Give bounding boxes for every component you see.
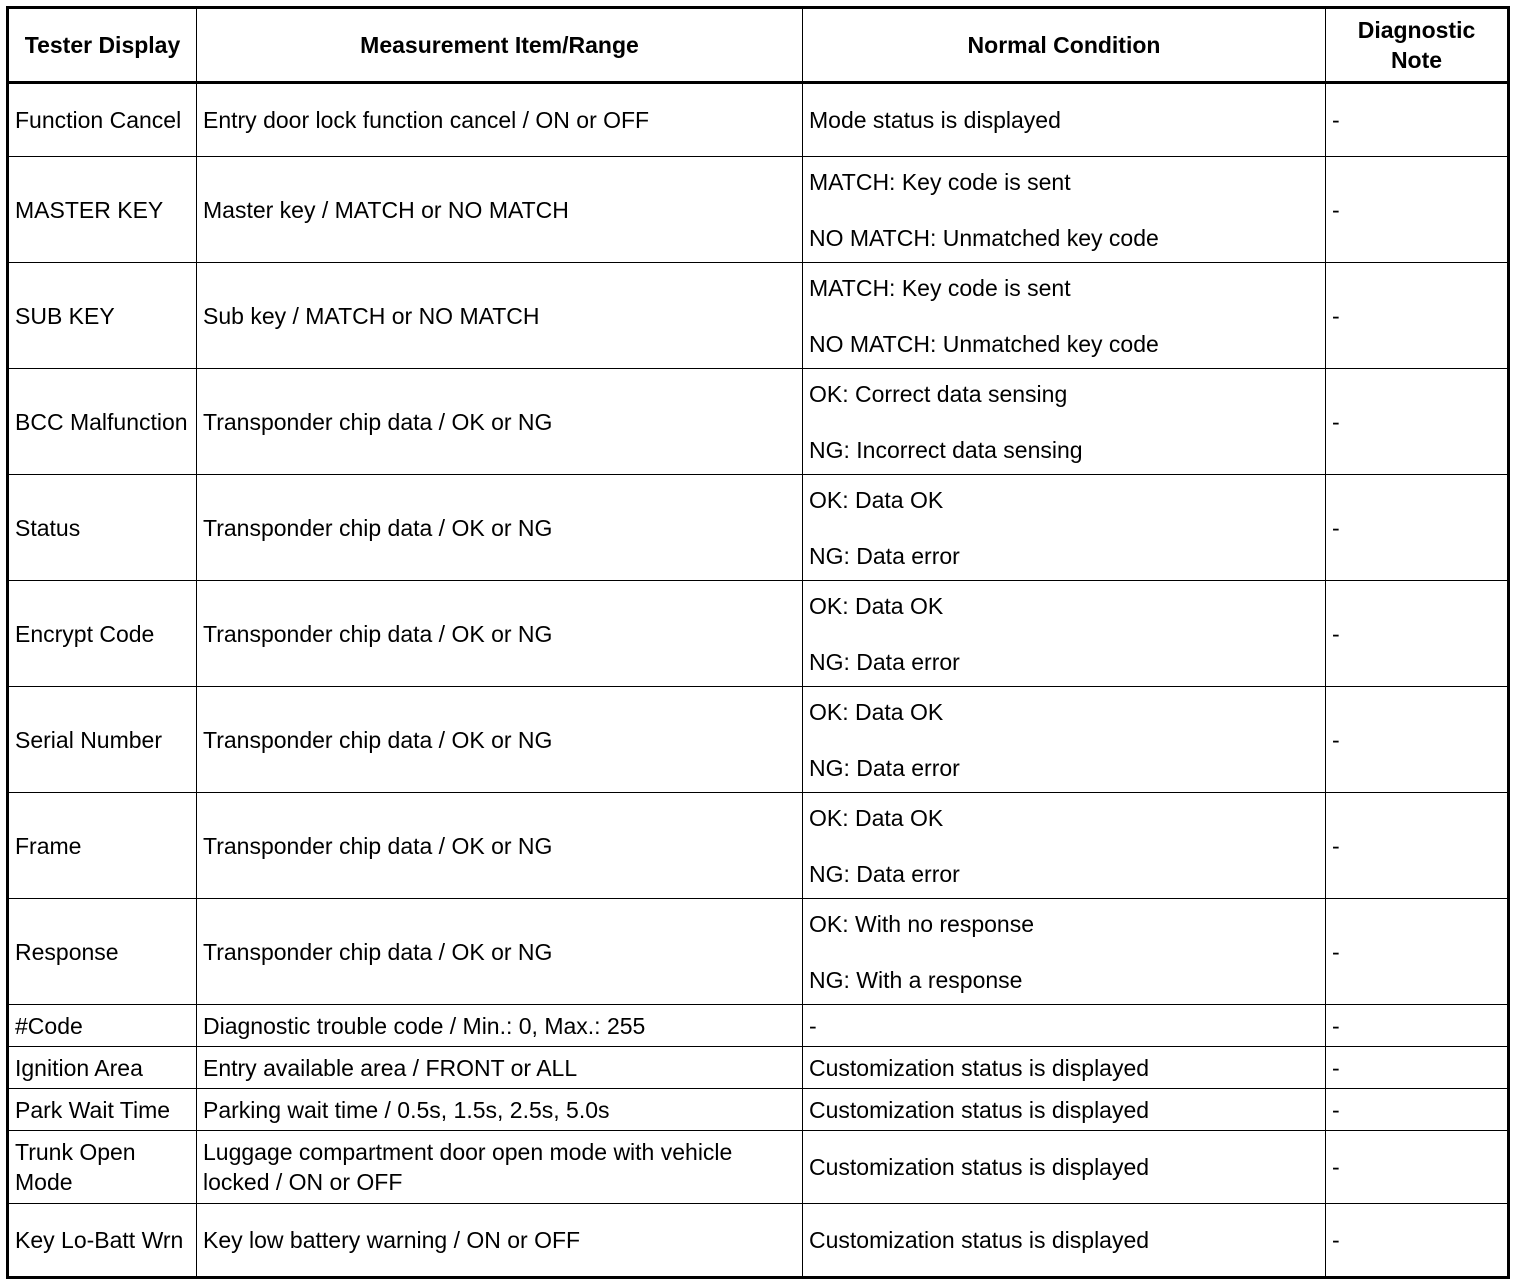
note-cell: -: [1326, 1204, 1509, 1278]
header-tester-display: Tester Display: [8, 8, 197, 83]
table-row: [8, 581, 1509, 687]
note-cell: -: [1326, 369, 1509, 475]
table-row: [8, 83, 1509, 157]
condition-line: NG: Data error: [809, 860, 960, 887]
measurement-cell: Transponder chip data / OK or NG: [197, 899, 803, 1005]
measurement-cell: Transponder chip data / OK or NG: [197, 369, 803, 475]
tester-display-cell: Encrypt Code: [8, 581, 197, 687]
table-row: [8, 1204, 1509, 1278]
measurement-cell: Master key / MATCH or NO MATCH: [197, 157, 803, 263]
condition-line: NG: With a response: [809, 966, 1023, 993]
header-diagnostic-note: Diagnostic Note: [1326, 8, 1509, 83]
measurement-cell: Parking wait time / 0.5s, 1.5s, 2.5s, 5.0s: [197, 1089, 803, 1131]
condition-line: NG: Incorrect data sensing: [809, 436, 1083, 463]
table-row: [8, 687, 1509, 793]
condition-cell: [803, 899, 1326, 1005]
note-cell: -: [1326, 1005, 1509, 1047]
note-cell: -: [1326, 263, 1509, 369]
table-row: [8, 1131, 1509, 1204]
condition-cell: -: [803, 1005, 1326, 1047]
condition-line: OK: With no response: [809, 910, 1034, 937]
condition-line: MATCH: Key code is sent: [809, 168, 1071, 195]
condition-cell: Customization status is displayed: [803, 1089, 1326, 1131]
condition-cell: [803, 793, 1326, 899]
header-normal-condition: Normal Condition: [803, 8, 1326, 83]
measurement-cell: Sub key / MATCH or NO MATCH: [197, 263, 803, 369]
note-cell: -: [1326, 157, 1509, 263]
condition-line: NG: Data error: [809, 648, 960, 675]
tester-display-cell: Status: [8, 475, 197, 581]
measurement-cell: Luggage compartment door open mode with vehicle locked / ON or OFF: [197, 1131, 803, 1204]
measurement-cell: Diagnostic trouble code / Min.: 0, Max.: 255: [197, 1005, 803, 1047]
condition-line: MATCH: Key code is sent: [809, 274, 1071, 301]
condition-cell: Customization status is displayed: [803, 1047, 1326, 1089]
measurement-cell: Transponder chip data / OK or NG: [197, 687, 803, 793]
tester-display-cell: Frame: [8, 793, 197, 899]
condition-line: OK: Data OK: [809, 698, 944, 725]
condition-cell: Customization status is displayed: [803, 1204, 1326, 1278]
tester-display-cell: Function Cancel: [8, 83, 197, 157]
note-cell: -: [1326, 793, 1509, 899]
table-row: [8, 263, 1509, 369]
note-cell: -: [1326, 1131, 1509, 1204]
tester-display-cell: SUB KEY: [8, 263, 197, 369]
tester-display-cell: Park Wait Time: [8, 1089, 197, 1131]
header-measurement-item: Measurement Item/Range: [197, 8, 803, 83]
condition-line: NO MATCH: Unmatched key code: [809, 330, 1159, 357]
tester-display-cell: Trunk Open Mode: [8, 1131, 197, 1204]
table-row: [8, 793, 1509, 899]
table-row: [8, 369, 1509, 475]
note-cell: -: [1326, 475, 1509, 581]
note-cell: -: [1326, 581, 1509, 687]
tester-display-cell: Ignition Area: [8, 1047, 197, 1089]
table-row: [8, 1089, 1509, 1131]
table-row: [8, 1047, 1509, 1089]
tester-display-cell: #Code: [8, 1005, 197, 1047]
condition-line: NG: Data error: [809, 754, 960, 781]
header-row: [8, 8, 1509, 83]
note-cell: -: [1326, 899, 1509, 1005]
table-row: [8, 475, 1509, 581]
condition-cell: Customization status is displayed: [803, 1131, 1326, 1204]
condition-line: OK: Data OK: [809, 592, 944, 619]
measurement-cell: Key low battery warning / ON or OFF: [197, 1204, 803, 1278]
table-row: [8, 899, 1509, 1005]
tester-display-cell: Key Lo-Batt Wrn: [8, 1204, 197, 1278]
table-row: [8, 157, 1509, 263]
measurement-cell: Transponder chip data / OK or NG: [197, 581, 803, 687]
condition-cell: [803, 369, 1326, 475]
condition-cell: Mode status is displayed: [803, 83, 1326, 157]
condition-line: OK: Correct data sensing: [809, 380, 1068, 407]
tester-display-cell: Serial Number: [8, 687, 197, 793]
measurement-cell: Entry door lock function cancel / ON or OFF: [197, 83, 803, 157]
measurement-cell: Transponder chip data / OK or NG: [197, 475, 803, 581]
note-cell: -: [1326, 687, 1509, 793]
tester-display-cell: Response: [8, 899, 197, 1005]
note-cell: -: [1326, 1089, 1509, 1131]
measurement-cell: Transponder chip data / OK or NG: [197, 793, 803, 899]
condition-cell: [803, 581, 1326, 687]
condition-line: NG: Data error: [809, 542, 960, 569]
condition-line: NO MATCH: Unmatched key code: [809, 224, 1159, 251]
data-list-table: [6, 6, 1510, 1279]
condition-line: OK: Data OK: [809, 804, 944, 831]
measurement-cell: Entry available area / FRONT or ALL: [197, 1047, 803, 1089]
table-row: [8, 1005, 1509, 1047]
note-cell: -: [1326, 1047, 1509, 1089]
tester-display-cell: BCC Malfunction: [8, 369, 197, 475]
tester-display-cell: MASTER KEY: [8, 157, 197, 263]
condition-cell: [803, 263, 1326, 369]
condition-cell: [803, 687, 1326, 793]
condition-cell: [803, 157, 1326, 263]
note-cell: -: [1326, 83, 1509, 157]
condition-cell: [803, 475, 1326, 581]
condition-line: OK: Data OK: [809, 486, 944, 513]
